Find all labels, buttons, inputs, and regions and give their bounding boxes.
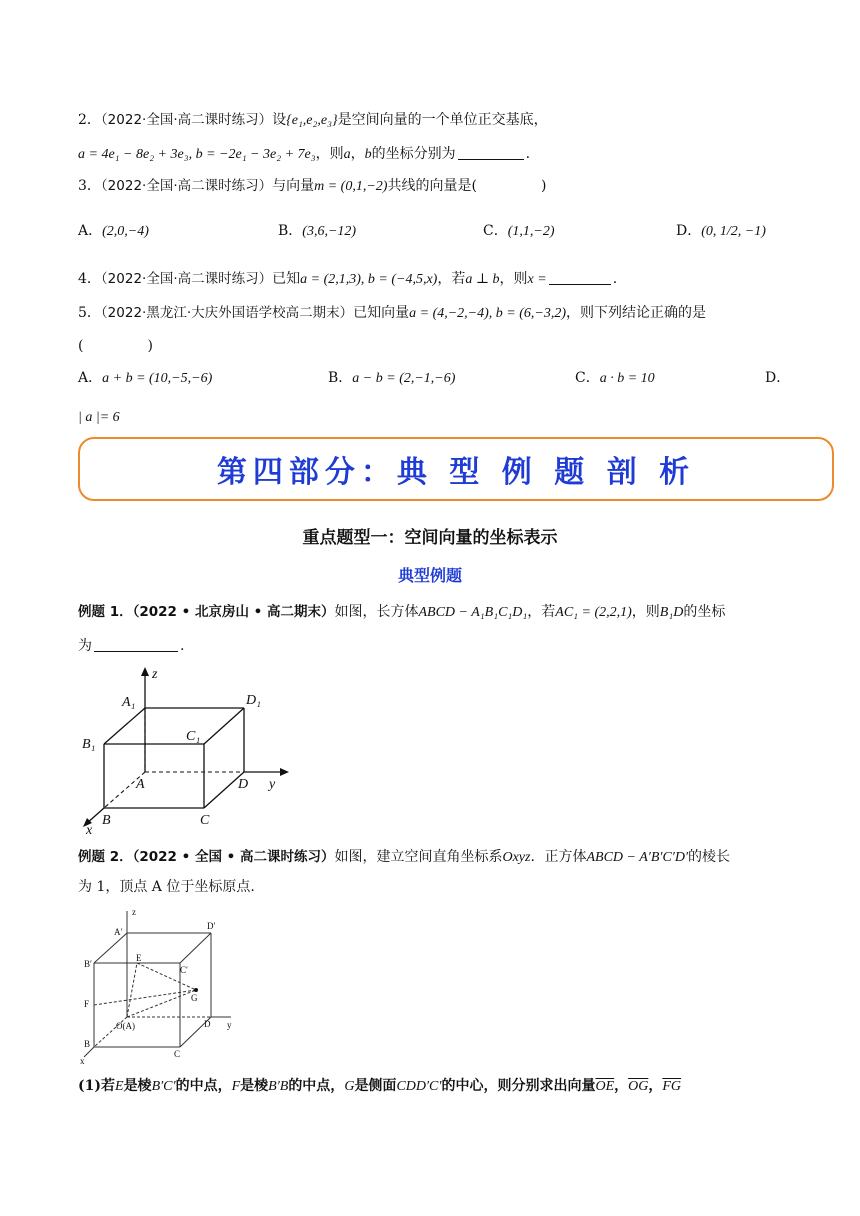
option-label: C． [483,223,508,239]
option-value: a − b = (2,−1,−6) [352,371,456,386]
vertex-d-prime-label: D′ [207,921,216,931]
text: 的中点， [175,1078,232,1094]
text: 的坐标分别为 [371,146,456,162]
example-source: （2022 • 全国 • 高二课时练习） [132,849,335,865]
vector-expression: a = 4e₁ − 8e₂ + 3e₃, b = −2e₁ − 3e₂ + 7e₃ [78,147,316,162]
example-source: （2022 • 北京房山 • 高二期末） [132,604,335,620]
answer-blank [549,270,611,285]
question-number: 4． [78,271,101,287]
option-label: B． [278,223,303,239]
given-vector: AC₁ = (2,2,1) [555,605,632,620]
answer-blank [94,637,178,652]
vertex-d-label: D [204,1019,211,1029]
text: 是棱 [240,1078,269,1094]
text: 与向量 [272,178,315,194]
edge-name: B′B [268,1079,289,1094]
text: 已知 [272,271,301,287]
text: 已知向量 [353,305,410,321]
vertex-b1-label: B₁ [82,737,96,752]
question-number: 5． [78,305,101,321]
text: . [180,638,185,654]
text: 是空间向量的一个单位正交基底， [337,112,548,128]
text: 设 [272,112,287,128]
text: ) [540,178,547,194]
text: . [525,146,531,162]
question-source: （2022·全国·高二课时练习） [100,178,273,194]
vertex-a-label: A [136,777,145,792]
question-number: 2． [78,112,101,128]
part-1-line [78,1076,681,1097]
perpendicular-condition: a ⊥ b [465,272,500,287]
text: ．正方体 [530,849,587,865]
q5-option-a [78,368,212,389]
q3-option-b [278,221,356,242]
vector-expression: a = (4,−2,−4), b = (6,−3,2) [409,306,567,321]
vertex-b-label: B [102,813,111,828]
option-value: (1,1,−2) [507,224,555,239]
option-value: a + b = (10,−5,−6) [102,371,213,386]
banner-title: 第四部分：典 型 例 题 剖 析 [216,455,696,490]
example-label: 例题 2． [78,849,133,865]
example-1-line2 [78,636,184,656]
vertex-b-prime-label: B′ [84,959,92,969]
axis-y-label: y [227,1020,232,1030]
question-2-line1 [78,110,548,131]
text: 若 [101,1078,115,1094]
option-label: D． [765,370,791,386]
axis-x-label: x [80,1056,85,1065]
vertex-d-label: D [238,777,249,792]
point-g-label: G [191,993,198,1003]
shape-name: ABCD − A₁B₁C₁D₁ [418,605,528,620]
q5-option-b [328,368,455,389]
section-banner [78,437,834,501]
text: ，若 [437,271,466,287]
question-number: 3． [78,178,101,194]
axis-x-label: x [86,823,93,836]
option-value: | a |= 6 [78,410,120,425]
point-f-label: F [84,999,90,1009]
example-label: 例题 1． [78,604,133,620]
variable-x: x = [527,272,547,287]
text: ，则 [315,146,344,162]
axis-z-label: z [132,907,136,917]
axis-z-label: z [152,667,158,682]
answer-blank [458,145,524,160]
text: ( [78,338,84,354]
text: 的坐标 [683,604,726,620]
option-value: (3,6,−12) [302,224,357,239]
option-value: a · b = 10 [599,371,655,386]
text: ，若 [527,604,556,620]
q3-option-d [676,221,766,242]
axis-y-label: y [269,777,276,792]
point-e: E [115,1079,124,1094]
example-2-line1 [78,847,730,868]
q5-option-d [765,368,790,388]
option-label: A． [78,223,103,239]
vector-m: m = (0,1,−2) [314,179,388,194]
vector-oe: $\overline{OE}$ [595,1079,615,1094]
text: ) [147,338,153,354]
question-source: （2022·全国·高二课时练习） [100,112,273,128]
example-1-line1 [78,602,725,623]
text: 的棱长 [688,849,731,865]
question-4-line [78,269,617,290]
question-3-line [78,176,546,197]
subsection-title: 典型例题 [397,566,462,585]
vertex-c-prime-label: C′ [180,965,188,975]
text: ， [350,146,365,162]
option-value: (2,0,−4) [102,224,149,239]
q5-option-d-value [78,407,120,428]
text: ， [648,1078,663,1094]
vertex-d1-label: D₁ [246,693,261,708]
vertex-c-label: C [174,1049,181,1059]
basis-formula: {e₁,e₂,e₃} [286,113,338,128]
face-name: CDD′C′ [396,1079,442,1094]
figure-cuboid [76,664,296,836]
vector-og: $\overline{OG}$ [628,1079,649,1094]
figure-cube [76,905,246,1065]
vertex-c-label: C [200,813,210,828]
point-e-label: E [136,953,142,963]
shape-name: ABCD − A′B′C′D′ [586,850,689,865]
text: 是棱 [123,1078,152,1094]
text: 的中点， [288,1078,345,1094]
vector-b: b [364,147,372,162]
text: . [612,271,618,287]
option-label: B． [328,370,353,386]
q3-option-c [483,221,555,242]
question-5-line2 [78,336,153,356]
asked-vector: B₁D [659,605,684,620]
vertex-c1-label: C₁ [186,729,201,744]
question-2-line2 [78,144,530,165]
option-value: (0, 1/2, −1) [701,224,766,239]
origin-label: O(A) [116,1021,135,1031]
q5-option-c [575,368,655,389]
text: 如图，建立空间直角坐标系 [334,849,503,865]
point-f: F [231,1079,241,1094]
section-title: 重点题型一：空间向量的坐标表示 [302,528,558,548]
vector-a: a [343,147,351,162]
vertex-b-label: B [84,1039,91,1049]
vector-expression: a = (2,1,3), b = (−4,5,x) [300,272,438,287]
option-label: C． [575,370,600,386]
point-g: G [344,1079,355,1094]
text: 如图，长方体 [334,604,419,620]
question-5-line1 [78,303,706,324]
question-source: （2022·全国·高二课时练习） [100,271,273,287]
question-source: （2022·黑龙江·大庆外国语学校高二期末） [100,305,354,321]
example-2-line2 [78,877,255,897]
text: ， [614,1078,629,1094]
vertex-a1-label: A₁ [122,695,136,710]
text: ，则下列结论正确的是 [566,305,707,321]
part-number: (1) [78,1078,101,1094]
text: 为 1，顶点 A 位于坐标原点. [78,879,255,895]
vector-fg: $\overline{FG}$ [662,1079,682,1094]
text: 为 [78,638,92,654]
text: 共线的向量是( [387,178,477,194]
edge-name: B′C′ [151,1079,176,1094]
q3-option-a [78,221,149,242]
text: ，则 [631,604,660,620]
text: 是侧面 [354,1078,397,1094]
coordinate-system: Oxyz [502,850,531,865]
text: 的中心，则分别求出向量 [441,1078,596,1094]
text: ，则 [499,271,528,287]
vertex-a-prime-label: A′ [114,927,123,937]
option-label: D． [676,223,702,239]
option-label: A． [78,370,103,386]
